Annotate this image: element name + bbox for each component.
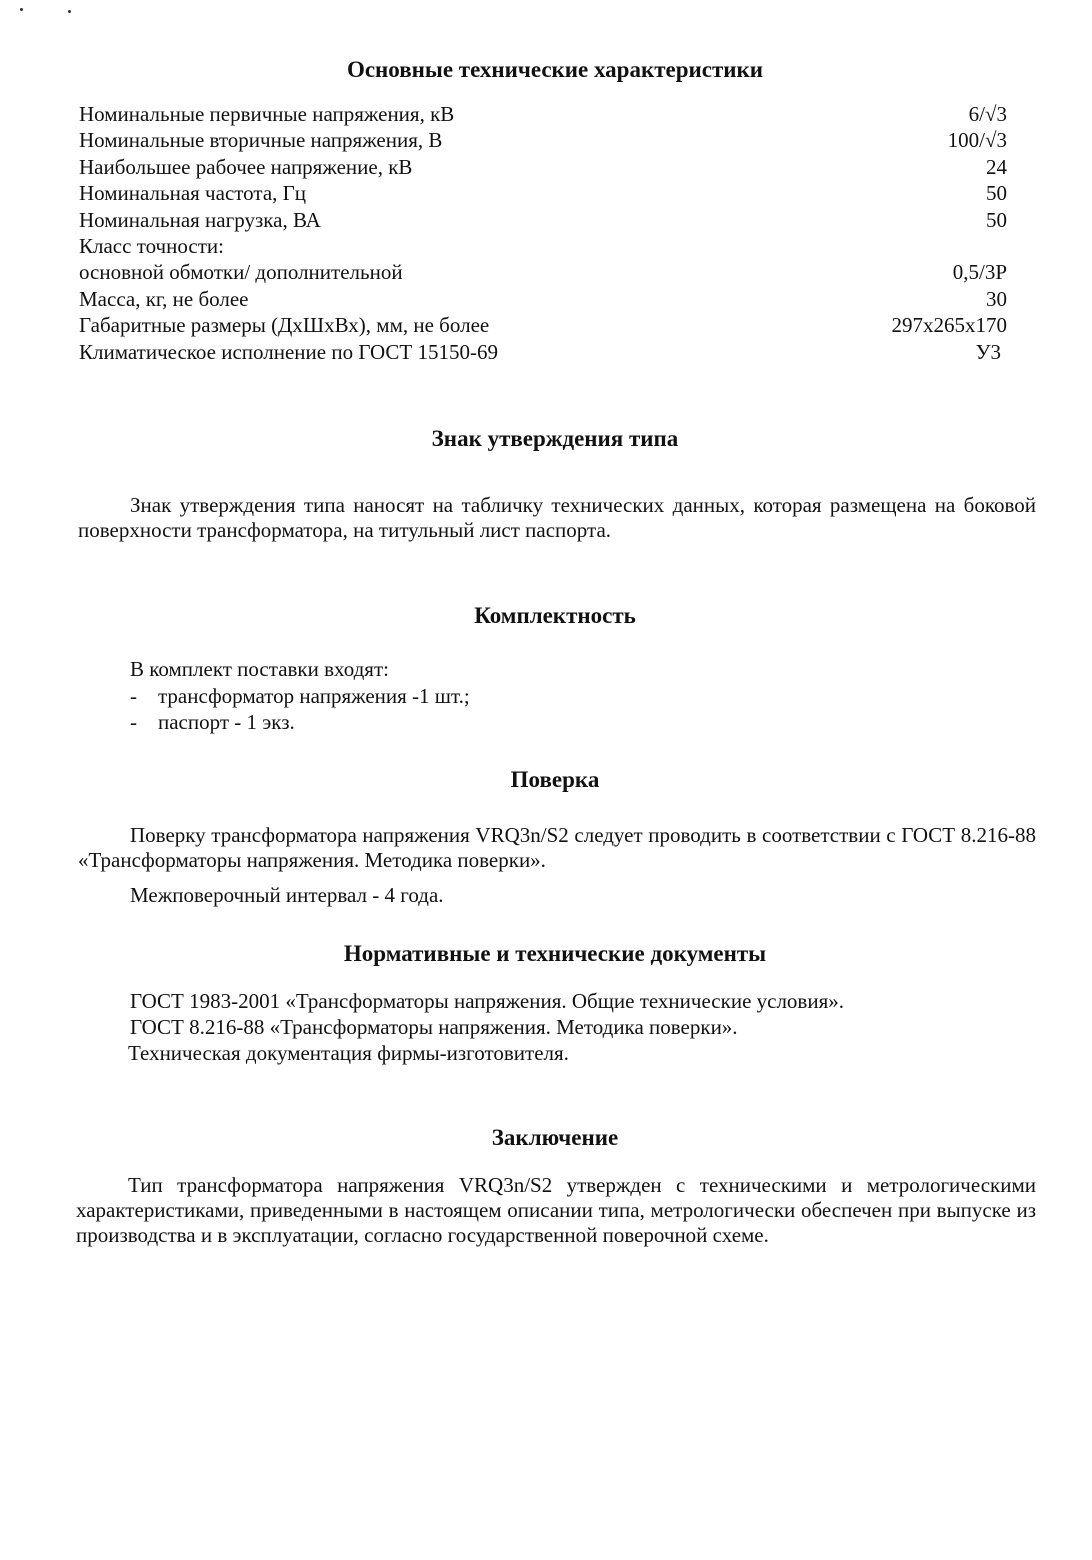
conclusion-paragraph: Тип трансформатора напряжения VRQ3n/S2 утвержден с техническими и метрологическими характеристиками, приведенными в настоящем описании типа, метрологически обеспечен при выпуске из производства и в эксплуатации, согласно государственной поверочной схеме. — [76, 1173, 1036, 1247]
spec-row — [79, 312, 1007, 338]
spec-value: 50 — [986, 181, 1007, 206]
spec-label: Масса, кг, не более — [79, 286, 249, 311]
list-item: - паспорт - 1 экз. — [130, 710, 295, 734]
spec-label: основной обмотки/ дополнительной — [79, 260, 403, 285]
approval-paragraph: Знак утверждения типа наносят на табличку технических данных, которая размещена на боковой поверхности трансформатора, на титульный лист паспорта. — [78, 493, 1036, 542]
spec-row — [79, 259, 1007, 285]
spec-row — [79, 339, 1007, 365]
spec-value: 0,5/3Р — [952, 260, 1007, 285]
spec-label: Номинальная нагрузка, ВА — [79, 207, 321, 232]
spec-label: Климатическое исполнение по ГОСТ 15150-69 — [79, 339, 498, 364]
spec-value: 100/√3 — [947, 128, 1007, 153]
list-item-text: паспорт - 1 экз. — [158, 710, 295, 734]
spec-label: Номинальные вторичные напряжения, В — [79, 128, 443, 153]
spec-row — [79, 207, 1007, 233]
document-line: ГОСТ 8.216-88 «Трансформаторы напряжения. Методика поверки». — [130, 1015, 738, 1039]
documents-heading: Нормативные и технические документы — [343, 941, 767, 966]
spec-row — [79, 180, 1007, 206]
list-item: - трансформатор напряжения -1 шт.; — [130, 684, 470, 708]
spec-row — [79, 233, 1007, 259]
spec-row — [79, 286, 1007, 312]
spec-value: 30 — [986, 286, 1007, 311]
spec-value: 50 — [986, 207, 1007, 232]
list-item-text: трансформатор напряжения -1 шт.; — [158, 684, 470, 708]
specs-heading: Основные технические характеристики — [346, 57, 764, 82]
scan-speck — [20, 8, 23, 11]
verification-interval: Межповерочный интервал - 4 года. — [130, 883, 444, 907]
spec-row — [79, 101, 1007, 127]
scan-speck — [68, 10, 71, 13]
spec-label: Наибольшее рабочее напряжение, кВ — [79, 154, 413, 179]
approval-heading: Знак утверждения типа — [431, 426, 679, 451]
spec-value: 24 — [986, 154, 1007, 179]
completeness-heading: Комплектность — [474, 603, 636, 628]
verification-paragraph: Поверку трансформатора напряжения VRQ3n/S2 следует проводить в соответствии с ГОСТ 8.216-88 «Трансформаторы напряжения. Методика поверки». — [78, 823, 1036, 872]
completeness-intro: В комплект поставки входят: — [130, 657, 389, 681]
document-line: ГОСТ 1983-2001 «Трансформаторы напряжения. Общие технические условия». — [130, 989, 844, 1013]
specs-table — [79, 101, 1007, 365]
spec-value: У3 — [975, 339, 1001, 364]
spec-label: Номинальные первичные напряжения, кВ — [79, 102, 455, 126]
spec-label: Номинальная частота, Гц — [79, 181, 307, 206]
spec-value: 6/√3 — [968, 102, 1007, 126]
verification-heading: Поверка — [510, 767, 600, 792]
spec-label: Габаритные размеры (ДхШхВх), мм, не более — [79, 313, 490, 338]
spec-row — [79, 154, 1007, 180]
conclusion-heading: Заключение — [491, 1125, 619, 1150]
document-line: Техническая документация фирмы-изготовителя. — [128, 1041, 569, 1065]
spec-label: Класс точности: — [79, 233, 224, 258]
spec-value: 297x265x170 — [891, 313, 1007, 338]
spec-row — [79, 127, 1007, 153]
